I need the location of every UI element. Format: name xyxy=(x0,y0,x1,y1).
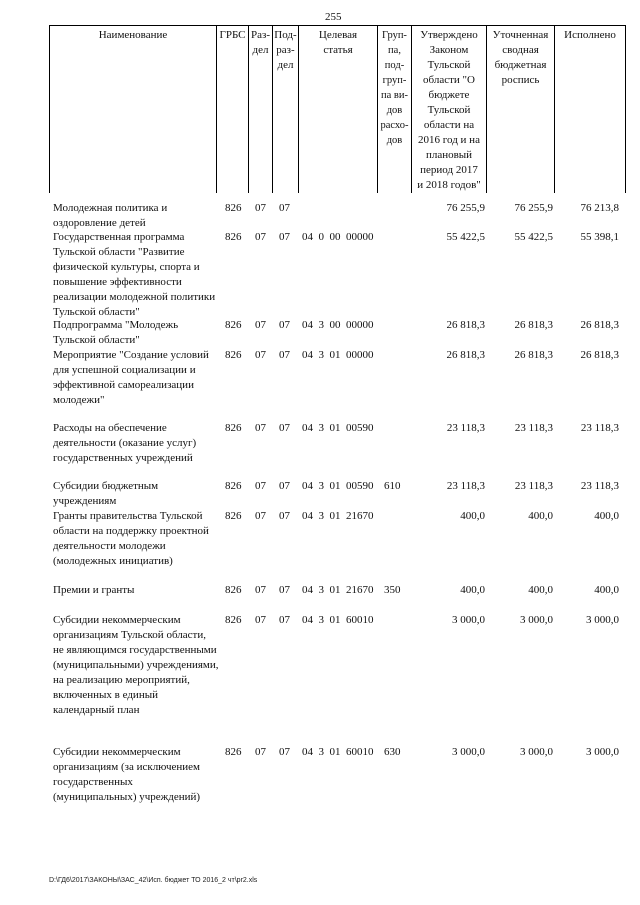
row-grbs: 826 xyxy=(225,422,242,434)
row-executed: 23 118,3 xyxy=(580,422,619,434)
row-grbs: 826 xyxy=(225,349,242,361)
header-razdel: Раз- дел xyxy=(250,29,270,56)
row-podrazdel: 07 xyxy=(279,422,290,434)
row-executed: 3 000,0 xyxy=(586,614,619,626)
header-approved: Утверждено Законом Тульской области "О бюджете Тульской области на 2016 год и на плановый период 2017 и 2018 годов" xyxy=(417,29,481,191)
row-refined: 55 422,5 xyxy=(514,231,553,243)
row-group: 630 xyxy=(384,746,401,758)
row-target: 04 3 01 00590 xyxy=(302,422,374,434)
row-refined: 26 818,3 xyxy=(514,319,553,331)
row-target: 04 3 01 00000 xyxy=(302,349,374,361)
row-name: Мероприятие "Создание условий для успешной социализации и эффективной самореализации молодежи" xyxy=(53,349,209,406)
row-approved: 3 000,0 xyxy=(452,614,485,626)
row-grbs: 826 xyxy=(225,584,242,596)
row-podrazdel: 07 xyxy=(279,319,290,331)
row-grbs: 826 xyxy=(225,480,242,492)
row-target: 04 3 01 21670 xyxy=(302,584,374,596)
row-name: Премии и гранты xyxy=(53,584,135,596)
row-razdel: 07 xyxy=(255,319,266,331)
header-executed: Исполнено xyxy=(564,29,616,41)
row-approved: 76 255,9 xyxy=(446,202,485,214)
page-number: 255 xyxy=(325,11,342,23)
row-refined: 3 000,0 xyxy=(520,746,553,758)
row-approved: 23 118,3 xyxy=(446,480,485,492)
col-border xyxy=(625,25,626,193)
file-path-footer: D:\ГД6\2017\ЗАКОНЫ\ЗАС_42\Исп. бюджет ТО 2016_2 чт\pr2.xls xyxy=(49,877,258,884)
row-razdel: 07 xyxy=(255,349,266,361)
row-razdel: 07 xyxy=(255,746,266,758)
row-executed: 3 000,0 xyxy=(586,746,619,758)
row-target: 04 0 00 00000 xyxy=(302,231,374,243)
row-approved: 3 000,0 xyxy=(452,746,485,758)
row-target: 04 3 01 21670 xyxy=(302,510,374,522)
header-podrazdel: Под- раз- дел xyxy=(274,29,297,71)
row-podrazdel: 07 xyxy=(279,349,290,361)
header-grbs: ГРБС xyxy=(219,29,246,41)
row-razdel: 07 xyxy=(255,202,266,214)
row-refined: 26 818,3 xyxy=(514,349,553,361)
header-name: Наименование xyxy=(98,29,168,41)
row-grbs: 826 xyxy=(225,202,242,214)
row-target: 04 3 01 00590 xyxy=(302,480,374,492)
col-border xyxy=(216,25,217,193)
row-target: 04 3 01 60010 xyxy=(302,746,374,758)
row-executed: 400,0 xyxy=(594,584,619,596)
row-target: 04 3 01 60010 xyxy=(302,614,374,626)
row-refined: 23 118,3 xyxy=(514,480,553,492)
row-grbs: 826 xyxy=(225,231,242,243)
row-approved: 55 422,5 xyxy=(446,231,485,243)
row-name: Субсидии некоммерческим организациям Тульской области, не являющимся государственными (муниципальными) учреждениями, на реализацию мероприятий, включенных в единый календарный план xyxy=(53,614,219,716)
row-executed: 55 398,1 xyxy=(580,231,619,243)
row-grbs: 826 xyxy=(225,614,242,626)
row-executed: 400,0 xyxy=(594,510,619,522)
row-name: Молодежная политика и оздоровление детей xyxy=(53,202,168,229)
row-refined: 76 255,9 xyxy=(514,202,553,214)
header-refined: Уточненная сводная бюджетная роспись xyxy=(492,29,549,86)
row-razdel: 07 xyxy=(255,480,266,492)
row-name: Субсидии бюджетным учреждениям xyxy=(53,480,159,507)
row-refined: 23 118,3 xyxy=(514,422,553,434)
header-target: Целевая статья xyxy=(318,29,358,56)
row-podrazdel: 07 xyxy=(279,746,290,758)
col-border xyxy=(554,25,555,193)
row-podrazdel: 07 xyxy=(279,510,290,522)
row-razdel: 07 xyxy=(255,584,266,596)
row-podrazdel: 07 xyxy=(279,231,290,243)
row-name: Расходы на обеспечение деятельности (оказание услуг) государственных учреждений xyxy=(53,422,197,464)
row-group: 350 xyxy=(384,584,401,596)
row-grbs: 826 xyxy=(225,746,242,758)
row-podrazdel: 07 xyxy=(279,584,290,596)
row-name: Гранты правительства Тульской области на поддержку проектной деятельности молодежи (молодежных инициатив) xyxy=(53,510,209,567)
row-podrazdel: 07 xyxy=(279,614,290,626)
row-razdel: 07 xyxy=(255,614,266,626)
row-grbs: 826 xyxy=(225,319,242,331)
row-refined: 3 000,0 xyxy=(520,614,553,626)
header-group: Груп- па, под- груп- па ви- дов расхо- дов xyxy=(380,30,409,146)
row-grbs: 826 xyxy=(225,510,242,522)
row-razdel: 07 xyxy=(255,510,266,522)
row-podrazdel: 07 xyxy=(279,202,290,214)
row-executed: 23 118,3 xyxy=(580,480,619,492)
table-top-border xyxy=(49,25,626,26)
row-group: 610 xyxy=(384,480,401,492)
row-approved: 23 118,3 xyxy=(446,422,485,434)
row-executed: 76 213,8 xyxy=(580,202,619,214)
row-approved: 400,0 xyxy=(460,510,485,522)
row-target: 04 3 00 00000 xyxy=(302,319,374,331)
row-approved: 26 818,3 xyxy=(446,349,485,361)
row-razdel: 07 xyxy=(255,422,266,434)
row-name: Государственная программа Тульской области "Развитие физической культуры, спорта и повышение эффективности реализации молодежной политики Тульской области" xyxy=(53,231,216,318)
row-name: Подпрограмма "Молодежь Тульской области" xyxy=(53,319,179,346)
row-podrazdel: 07 xyxy=(279,480,290,492)
row-refined: 400,0 xyxy=(528,584,553,596)
row-razdel: 07 xyxy=(255,231,266,243)
row-executed: 26 818,3 xyxy=(580,319,619,331)
row-executed: 26 818,3 xyxy=(580,349,619,361)
row-approved: 26 818,3 xyxy=(446,319,485,331)
row-refined: 400,0 xyxy=(528,510,553,522)
row-name: Субсидии некоммерческим организациям (за исключением государственных (муниципальных) учреждений) xyxy=(53,746,201,803)
row-approved: 400,0 xyxy=(460,584,485,596)
col-border xyxy=(49,25,50,193)
